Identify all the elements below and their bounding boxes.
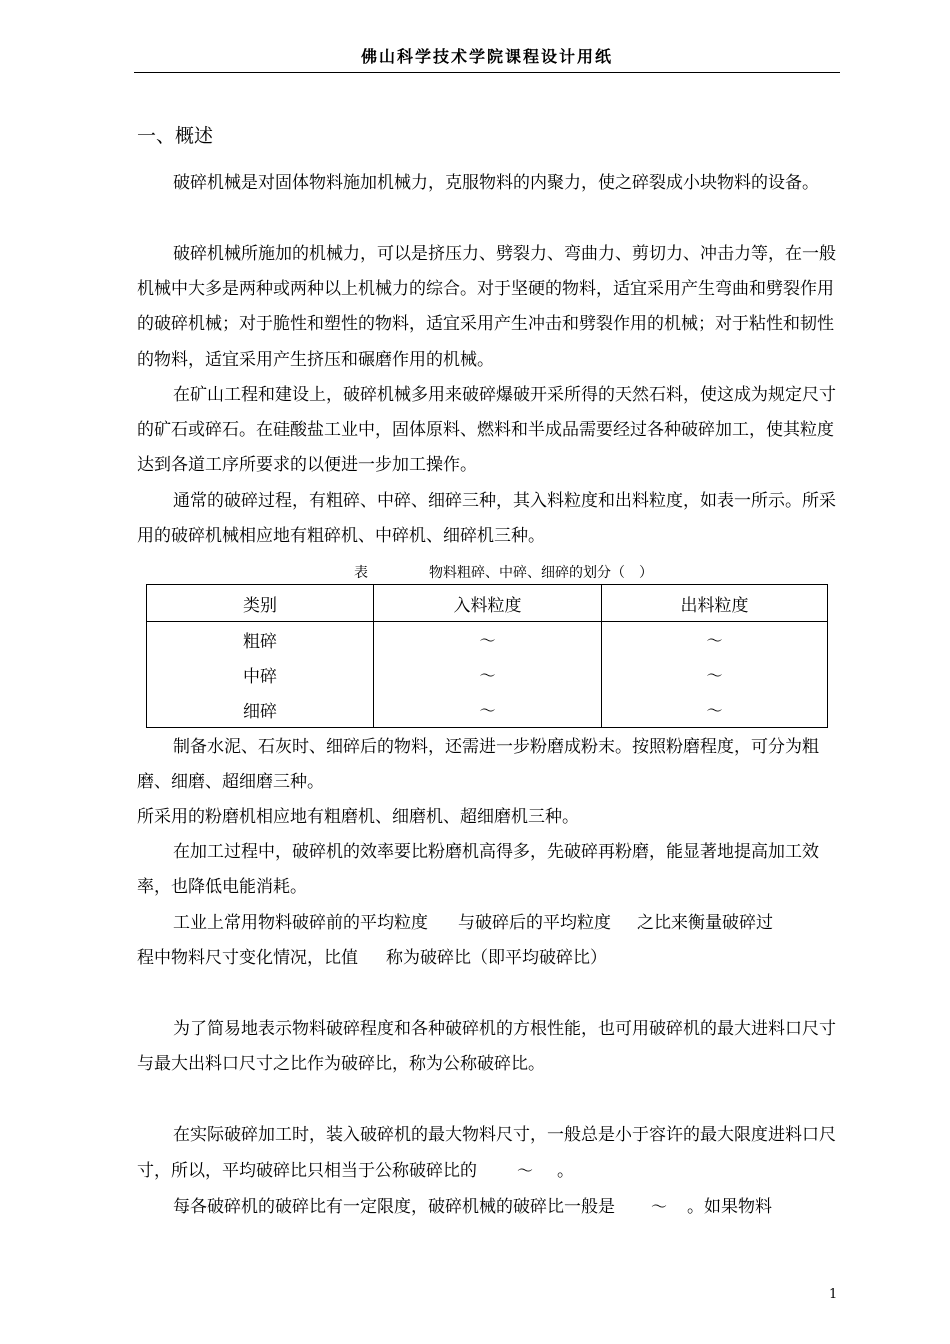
paragraph-8-part: 程中物料尺寸变化情况，比值 bbox=[137, 948, 358, 969]
paragraph-8-part: 称为破碎比（即平均破碎比） bbox=[386, 948, 607, 969]
paragraph-8-part: 与破碎后的平均粒度 bbox=[458, 913, 611, 933]
paragraph-10 bbox=[137, 1118, 837, 1189]
paragraph-3: 在矿山工程和建设上，破碎机械多用来破碎爆破开采所得的天然石料，使这成为规定尺寸的矿石或碎石。在硅酸盐工业中，固体原料、燃料和半成品需要经过各种破碎加工，使其粒度达到各道工序所要求的以便进一步加工操作。 bbox=[137, 385, 836, 476]
table-cell: ～ bbox=[374, 692, 602, 728]
table-cell: ～ bbox=[374, 622, 602, 658]
crushing-classification-table bbox=[146, 584, 828, 728]
page-number: 1 bbox=[829, 1287, 838, 1302]
page-header-title: 佛山科学技术学院课程设计用纸 bbox=[360, 47, 613, 66]
paragraph-8 bbox=[137, 906, 837, 976]
table-cell: ～ bbox=[602, 692, 828, 728]
paragraph-10-part: 在实际破碎加工时，装入破碎机的最大物料尺寸，一般总是小于容许的最大限度进料口尺寸，所以，平均破碎比只相当于公称破碎比的 bbox=[137, 1125, 836, 1182]
paragraph-6: 所采用的粉磨机相应地有粗磨机、细磨机、超细磨机三种。 bbox=[137, 807, 579, 827]
table-cell: ～ bbox=[602, 622, 828, 658]
table-row bbox=[147, 692, 828, 728]
paragraph-10-part: 。 bbox=[557, 1161, 575, 1182]
table-cell: ～ bbox=[374, 657, 602, 692]
paragraph-10-part: ～ bbox=[517, 1161, 534, 1181]
paragraph-11-part: 。如果物料 bbox=[687, 1197, 773, 1217]
table-row bbox=[147, 622, 828, 658]
table-caption-title: 物料粗碎、中碎、细碎的划分（ ） bbox=[429, 565, 653, 581]
table-row bbox=[147, 657, 828, 692]
table-header-cell: 类别 bbox=[147, 585, 374, 622]
paragraph-11-part: ～ bbox=[651, 1197, 668, 1216]
table-header-cell: 入料粒度 bbox=[374, 585, 602, 622]
section-title: 一、概述 bbox=[137, 125, 214, 147]
paragraph-2: 破碎机械所施加的机械力，可以是挤压力、劈裂力、弯曲力、剪切力、冲击力等，在一般机械中大多是两种或两种以上机械力的综合。对于坚硬的物料，适宜采用产生弯曲和劈裂作用的破碎机械；对于脆性和塑性的物料，适宜采用产生冲击和劈裂作用的机械；对于粘性和韧性的物料，适宜采用产生挤压和碾磨作用的机械。 bbox=[137, 244, 836, 370]
paragraph-4: 通常的破碎过程，有粗碎、中碎、细碎三种，其入料粒度和出料粒度，如表一所示。所采用的破碎机械相应地有粗碎机、中碎机、细碎机三种。 bbox=[137, 491, 836, 547]
paragraph-9: 为了简易地表示物料破碎程度和各种破碎机的方根性能，也可用破碎机的最大进料口尺寸与最大出料口尺寸之比作为破碎比，称为公称破碎比。 bbox=[137, 1019, 836, 1075]
table-cell: 细碎 bbox=[147, 692, 374, 728]
table-cell: 中碎 bbox=[147, 657, 374, 692]
table-caption-prefix: 表 bbox=[354, 565, 368, 581]
table-header-row bbox=[147, 585, 828, 622]
table-header-cell: 出料粒度 bbox=[602, 585, 828, 622]
paragraph-11-part: 每各破碎机的破碎比有一定限度，破碎机械的破碎比一般是 bbox=[173, 1197, 615, 1217]
paragraph-1: 破碎机械是对固体物料施加机械力，克服物料的内聚力，使之碎裂成小块物料的设备。 bbox=[173, 173, 819, 193]
paragraph-5: 制备水泥、石灰时、细碎后的物料，还需进一步粉磨成粉末。按照粉磨程度，可分为粗磨、细磨、超细磨三种。 bbox=[137, 737, 819, 793]
paragraph-8-part: 之比来衡量破碎过 bbox=[637, 913, 773, 933]
header-divider bbox=[134, 72, 840, 73]
table-cell: ～ bbox=[602, 657, 828, 692]
table-cell: 粗碎 bbox=[147, 622, 374, 658]
paragraph-7: 在加工过程中，破碎机的效率要比粉磨机高得多，先破碎再粉磨，能显著地提高加工效率，也降低电能消耗。 bbox=[137, 842, 819, 898]
paragraph-8-part: 工业上常用物料破碎前的平均粒度 bbox=[173, 913, 428, 933]
paragraph-11 bbox=[137, 1189, 837, 1225]
